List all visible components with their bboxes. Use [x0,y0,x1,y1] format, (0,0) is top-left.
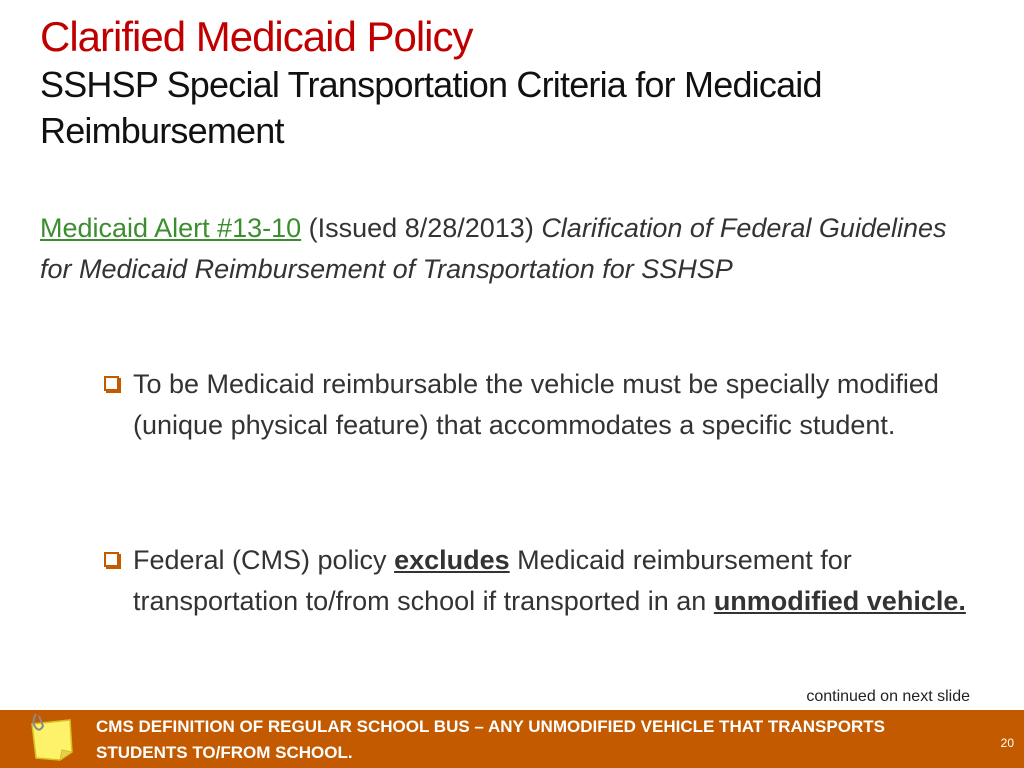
issued-date: (Issued 8/28/2013) [301,213,542,243]
footer-note: CMS DEFINITION OF REGULAR SCHOOL BUS – ANY UNMODIFIED VEHICLE THAT TRANSPORTS STUDENTS TO/FROM SCHOOL. [96,717,885,762]
bullet-item [104,540,984,622]
medicaid-alert-link[interactable]: Medicaid Alert #13-10 [40,213,302,243]
sticky-note-icon [26,712,76,762]
alert-intro [40,208,970,290]
slide-subtitle: SSHSP Special Transportation Criteria for Medicaid Reimbursement [40,64,822,151]
bullet-text-before: Federal (CMS) policy [133,545,395,575]
continued-note: continued on next slide [806,688,970,705]
bullet-text: To be Medicaid reimbursable the vehicle must be specially modified (unique physical feature) that accommodates a specific student. [133,369,939,440]
checkbox-square-icon [104,552,119,567]
slide-title-block [40,12,1000,154]
checkbox-square-icon [104,376,119,391]
footer-bar [0,710,1024,768]
slide-title: Clarified Medicaid Policy [40,13,473,60]
bullet-text [133,540,984,622]
alert-title: Clarification of Federal Guidelines for Medicaid Reimbursement of Transportation for SSHSP [40,213,947,284]
bullet-text-middle: Medicaid reimbursement for transportation to/from school if transported in an [133,545,852,616]
bullet-item [104,364,984,446]
page-number: 20 [1000,736,1014,750]
unmodified-vehicle-emphasis: unmodified vehicle. [713,586,966,616]
excludes-emphasis: excludes [394,545,510,575]
